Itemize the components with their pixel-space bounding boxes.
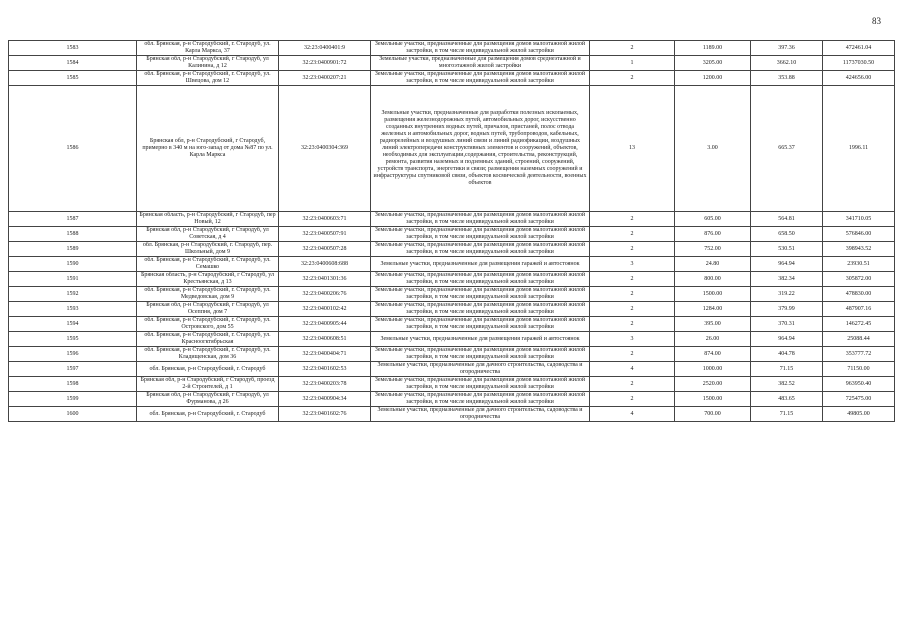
specific-value-cell: 382.52 [751,377,823,392]
specific-value-cell: 71.15 [751,407,823,422]
cadastral-number-cell: 32:23:0401301:36 [279,272,371,287]
area-cell: 3.00 [675,86,751,212]
address-cell: обл. Брянская, р-н Стародубский, г. Стародуб, ул. Медведовская, дом 9 [137,287,279,302]
cadastral-value-cell: 353777.72 [823,347,895,362]
cadastral-value-cell: 472461.04 [823,41,895,56]
group-code-cell: 2 [590,242,675,257]
cadastral-value-cell: 1996.11 [823,86,895,212]
cadastral-value-cell: 49805.00 [823,407,895,422]
area-cell: 26.00 [675,332,751,347]
table-row [9,272,895,287]
land-purpose-cell: Земельные участки, предназначенные для разработки полезных ископаемых, размещения железнодорожных путей, автомобильных дорог, искусственно созданных внутренних водных путей, причалов, пристаней, полос отвода железных и автомобильных дорог, водных путей, трубопроводов, кабельных, радиорелейных и воздушных линий связи и линий радиофикации, воздушных линий электропередачи конструктивных элементов и сооружений, объектов, необходимых для эксплуатации,содержания, строительства, реконструкций, ремонта, развития наземных и подземных зданий, строений, сооружений, устройств транспорта, энергетики и связи; размещения наземных сооружений и инфраструктуры спутниковой связи, объектов космической деятельности, военных объектов [371,86,590,212]
cadastral-number-cell: 32:23:0400507:28 [279,242,371,257]
row-number: 1585 [9,71,137,86]
row-number: 1592 [9,287,137,302]
group-code-cell: 13 [590,86,675,212]
address-cell: Брянская область, р-н Стародубский, г Стародуб, пер Новый, 12 [137,212,279,227]
table-row [9,392,895,407]
cadastral-value-cell: 487907.16 [823,302,895,317]
specific-value-cell: 530.51 [751,242,823,257]
address-cell: Брянская обл, р-н Стародубский, г Стародуб, ул Осеппня, дом 7 [137,302,279,317]
table-row [9,317,895,332]
cadastral-number-cell: 32:23:0400102:42 [279,302,371,317]
group-code-cell: 2 [590,272,675,287]
area-cell: 1000.00 [675,362,751,377]
area-cell: 1189.00 [675,41,751,56]
row-number: 1595 [9,332,137,347]
specific-value-cell: 71.15 [751,362,823,377]
cadastral-number-cell: 32:23:0400404:71 [279,347,371,362]
cadastral-value-cell: 398943.52 [823,242,895,257]
area-cell: 3205.00 [675,56,751,71]
row-number: 1596 [9,347,137,362]
specific-value-cell: 397.36 [751,41,823,56]
table-row [9,362,895,377]
row-number: 1589 [9,242,137,257]
row-number: 1599 [9,392,137,407]
land-purpose-cell: Земельные участки, предназначенные для размещения гаражей и автостоянок [371,257,590,272]
group-code-cell: 4 [590,362,675,377]
table-row [9,86,895,212]
table-row [9,41,895,56]
specific-value-cell: 3662.10 [751,56,823,71]
address-cell: обл. Брянская, р-н Стародубский, г. Стародуб, пер. Школьный, дом 9 [137,242,279,257]
specific-value-cell: 964.94 [751,257,823,272]
land-purpose-cell: Земельные участки, предназначенные для размещения домов малоэтажной жилой застройки, в том числе индивидуальной жилой застройки [371,377,590,392]
cadastral-number-cell: 32:23:0400203:78 [279,377,371,392]
address-cell: Брянская обл, р-н Стародубский, г Стародуб, проезд 2-й Строителей, д 1 [137,377,279,392]
group-code-cell: 2 [590,347,675,362]
cadastral-value-cell: 71150.00 [823,362,895,377]
table-row [9,212,895,227]
row-number: 1586 [9,86,137,212]
specific-value-cell: 658.50 [751,227,823,242]
group-code-cell: 2 [590,227,675,242]
address-cell: Брянская область, р-н Стародубский, г Стародуб, ул Крестьянская, д 13 [137,272,279,287]
address-cell: Брянская обл, р-н Стародубский, г Стародуб, ул Фурманова, д 26 [137,392,279,407]
table-row [9,227,895,242]
specific-value-cell: 382.34 [751,272,823,287]
specific-value-cell: 379.99 [751,302,823,317]
address-cell: обл. Брянская, р-н Стародубский, г. Стародуб, ул. Карла Маркса, 37 [137,41,279,56]
area-cell: 752.00 [675,242,751,257]
area-cell: 395.00 [675,317,751,332]
address-cell: обл. Брянская, р-н Стародубский, г. Стародуб, ул. Красноогктябрьская [137,332,279,347]
group-code-cell: 2 [590,41,675,56]
group-code-cell: 2 [590,71,675,86]
area-cell: 24.80 [675,257,751,272]
specific-value-cell: 404.78 [751,347,823,362]
page-number: 83 [872,16,881,26]
table-row [9,302,895,317]
cadastral-value-cell: 25088.44 [823,332,895,347]
cadastral-number-cell: 32:23:0401602:53 [279,362,371,377]
address-cell: Брянская обл, р-н Стародубский, г Стародуб, ул Советская, д 4 [137,227,279,242]
area-cell: 874.00 [675,347,751,362]
land-purpose-cell: Земельные участки, предназначенные для дачного строительства, садоводства и огородничества [371,407,590,422]
cadastral-number-cell: 32:23:0400207:21 [279,71,371,86]
area-cell: 605.00 [675,212,751,227]
area-cell: 876.00 [675,227,751,242]
land-purpose-cell: Земельные участки, предназначенные для размещения домов малоэтажной жилой застройки, в том числе индивидуальной жилой застройки [371,227,590,242]
group-code-cell: 3 [590,257,675,272]
area-cell: 1500.00 [675,392,751,407]
cadastral-number-cell: 32:23:0400608:688 [279,257,371,272]
cadastral-number-cell: 32:23:0400507:91 [279,227,371,242]
row-number: 1593 [9,302,137,317]
land-purpose-cell: Земельные участки, предназначенные для дачного строительства, садоводства и огородничества [371,362,590,377]
cadastral-number-cell: 32:23:0400608:51 [279,332,371,347]
specific-value-cell: 353.88 [751,71,823,86]
land-purpose-cell: Земельные участки, предназначенные для размещения домов малоэтажной жилой застройки, в том числе индивидуальной жилой застройки [371,242,590,257]
row-number: 1588 [9,227,137,242]
group-code-cell: 2 [590,302,675,317]
specific-value-cell: 319.22 [751,287,823,302]
table-row [9,257,895,272]
group-code-cell: 2 [590,392,675,407]
land-purpose-cell: Земельные участки, предназначенные для размещения домов малоэтажной жилой застройки, в том числе индивидуальной жилой застройки [371,347,590,362]
group-code-cell: 2 [590,377,675,392]
address-cell: обл. Брянская, р-н Стародубский, г. Стародуб [137,407,279,422]
row-number: 1584 [9,56,137,71]
row-number: 1600 [9,407,137,422]
cadastral-value-cell: 725475.00 [823,392,895,407]
land-purpose-cell: Земельные участки, предназначенные для размещения гаражей и автостоянок [371,332,590,347]
land-purpose-cell: Земельные участки, предназначенные для размещения домов малоэтажной жилой застройки, в том числе индивидуальной жилой застройки [371,392,590,407]
group-code-cell: 2 [590,287,675,302]
land-purpose-cell: Земельные участки, предназначенные для размещения домов малоэтажной жилой застройки, в том числе индивидуальной жилой застройки [371,71,590,86]
area-cell: 1500.00 [675,287,751,302]
specific-value-cell: 483.65 [751,392,823,407]
row-number: 1594 [9,317,137,332]
land-purpose-cell: Земельные участки, предназначенные для размещения домов малоэтажной жилой застройки, в том числе индивидуальной жилой застройки [371,272,590,287]
row-number: 1591 [9,272,137,287]
cadastral-number-cell: 32:23:0400304:369 [279,86,371,212]
row-number: 1598 [9,377,137,392]
cadastral-number-cell: 32:23:0401602:76 [279,407,371,422]
cadastral-number-cell: 32:23:0400905:44 [279,317,371,332]
cadastral-number-cell: 32:23:0400603:71 [279,212,371,227]
cadastral-value-cell: 963950.40 [823,377,895,392]
row-number: 1587 [9,212,137,227]
table-row [9,347,895,362]
row-number: 1590 [9,257,137,272]
cadastral-value-cell: 11737030.50 [823,56,895,71]
table-row [9,332,895,347]
row-number: 1583 [9,41,137,56]
address-cell: Брянская обл, р-н Стародубский, г Стародуб, ул Калинина, д 12 [137,56,279,71]
land-purpose-cell: Земельные участки, предназначенные для размещения домов малоэтажной жилой застройки, в том числе индивидуальной жилой застройки [371,317,590,332]
land-purpose-cell: Земельные участки, предназначенные для размещения домов малоэтажной жилой застройки, в том числе индивидуальной жилой застройки [371,302,590,317]
table-row [9,377,895,392]
table-row [9,71,895,86]
area-cell: 1200.00 [675,71,751,86]
cadastral-number-cell: 32:23:0400901:72 [279,56,371,71]
address-cell: обл. Брянская, р-н Стародубский, г. Стародуб, ул. Швецова, дом 12 [137,71,279,86]
cadastral-number-cell: 32:23:0400206:76 [279,287,371,302]
table-body [9,41,895,422]
group-code-cell: 3 [590,332,675,347]
land-purpose-cell: Земельные участки, предназначенные для размещения домов малоэтажной жилой застройки, в том числе индивидуальной жилой застройки [371,287,590,302]
land-purpose-cell: Земельные участки, предназначенные для размещения домов среднеэтажной и многоэтажной жилой застройки [371,56,590,71]
group-code-cell: 4 [590,407,675,422]
row-number: 1597 [9,362,137,377]
specific-value-cell: 964.94 [751,332,823,347]
table-row [9,56,895,71]
address-cell: обл. Брянская, р-н Стародубский, г. Стародуб, ул. Островского, дом 55 [137,317,279,332]
land-purpose-cell: Земельные участки, предназначенные для размещения домов малоэтажной жилой застройки, в том числе индивидуальной жилой застройки [371,212,590,227]
cadastral-value-cell: 478830.00 [823,287,895,302]
table-row [9,287,895,302]
group-code-cell: 2 [590,317,675,332]
cadastral-value-cell: 23930.51 [823,257,895,272]
address-cell: обл. Брянская, р-н Стародубский, г. Стародуб, ул. Кладищенская, дом 36 [137,347,279,362]
land-purpose-cell: Земельные участки, предназначенные для размещения домов малоэтажной жилой застройки, в том числе индивидуальной жилой застройки [371,41,590,56]
table-row [9,407,895,422]
cadastral-number-cell: 32:23:0400401:9 [279,41,371,56]
cadastral-value-cell: 424656.00 [823,71,895,86]
address-cell: обл. Брянская, р-н Стародубский, г. Стародуб [137,362,279,377]
cadastral-value-cell: 146272.45 [823,317,895,332]
cadastral-value-cell: 305872.00 [823,272,895,287]
address-cell: Брянская обл, р-н Стародубский, г Стародуб, примерно в 340 м на юго-запад от дома №87 по ул. Карла Маркса [137,86,279,212]
address-cell: обл. Брянская, р-н Стародубский, г. Стародуб, ул. Семашко [137,257,279,272]
specific-value-cell: 370.31 [751,317,823,332]
land-registry-table [8,40,895,422]
group-code-cell: 1 [590,56,675,71]
specific-value-cell: 665.37 [751,86,823,212]
area-cell: 1284.00 [675,302,751,317]
cadastral-number-cell: 32:23:0400904:34 [279,392,371,407]
cadastral-value-cell: 576846.00 [823,227,895,242]
area-cell: 800.00 [675,272,751,287]
cadastral-value-cell: 341710.05 [823,212,895,227]
specific-value-cell: 564.81 [751,212,823,227]
area-cell: 2520.00 [675,377,751,392]
group-code-cell: 2 [590,212,675,227]
area-cell: 700.00 [675,407,751,422]
table-row [9,242,895,257]
